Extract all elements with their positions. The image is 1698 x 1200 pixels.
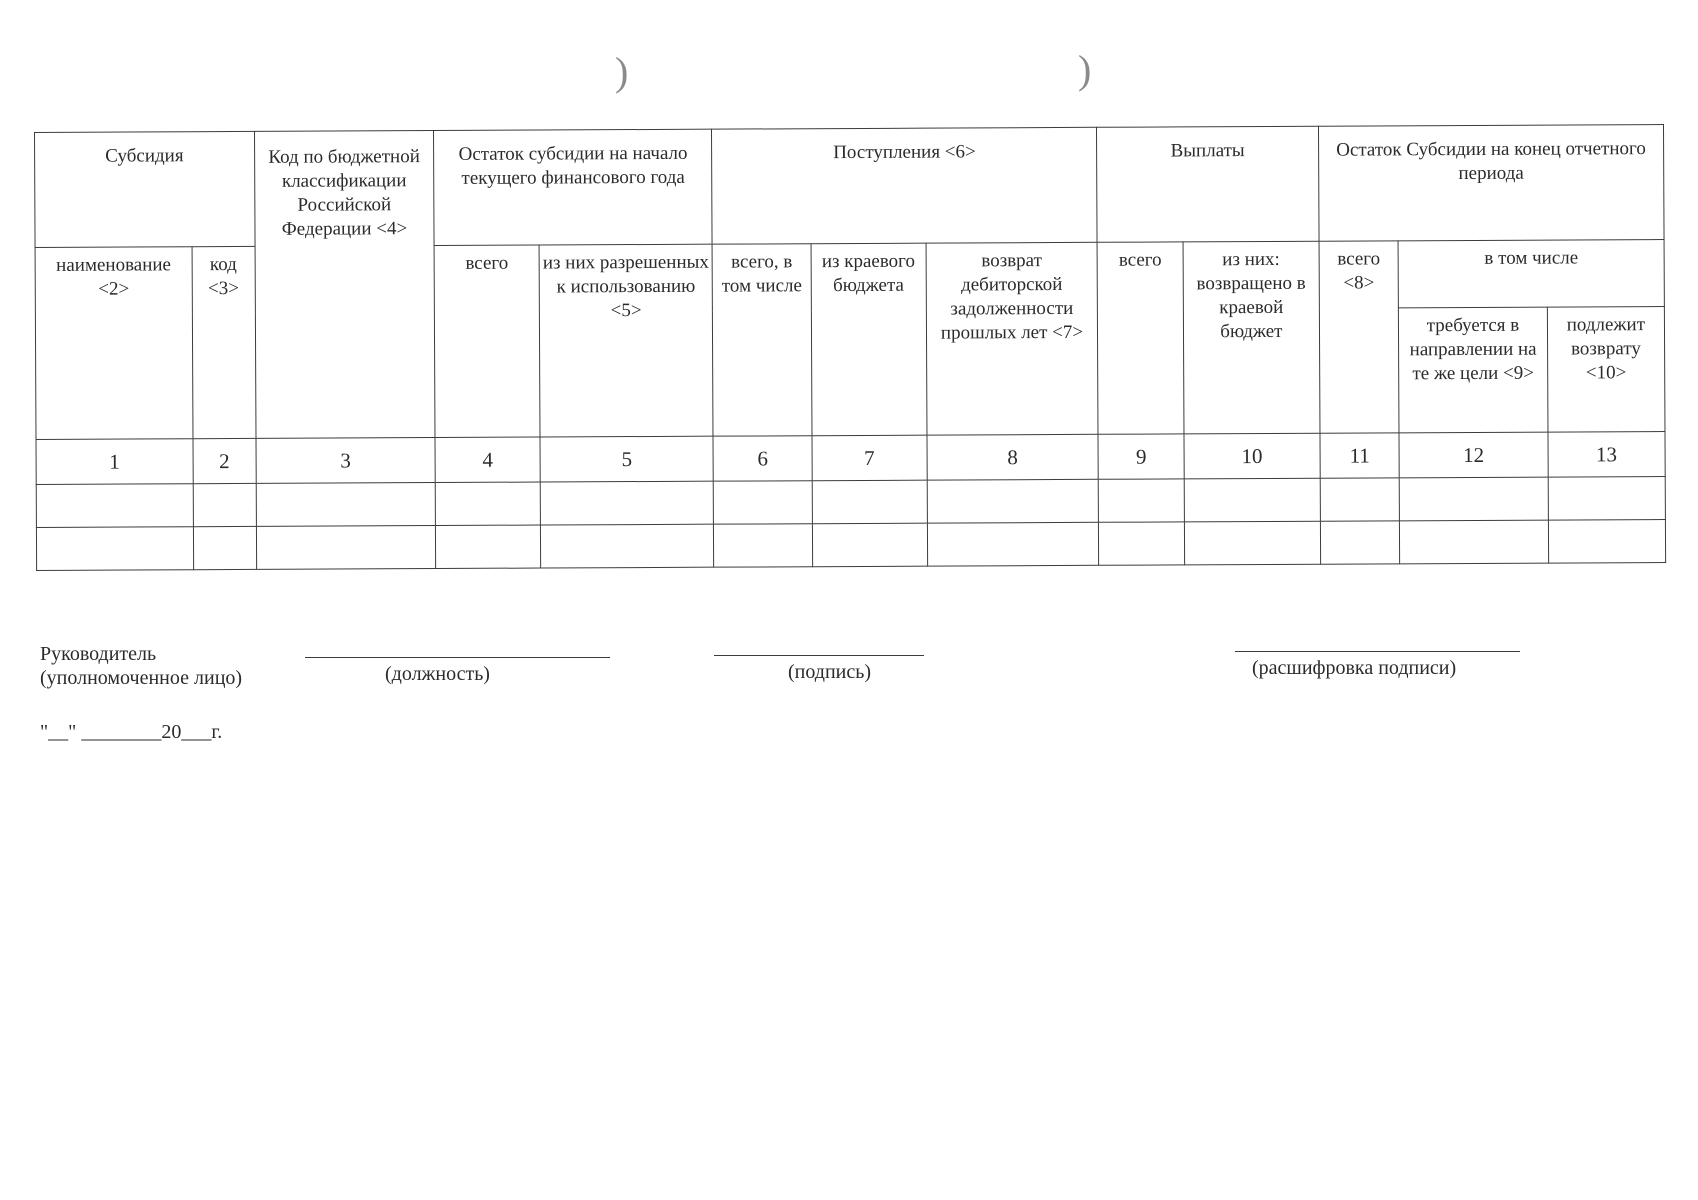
column-number: 11 <box>1320 433 1400 478</box>
table-cell <box>812 523 927 567</box>
table-cell <box>1184 521 1320 565</box>
column-number: 8 <box>927 434 1099 480</box>
table-cell <box>1400 520 1549 564</box>
column-number: 9 <box>1098 434 1184 479</box>
column-number: 3 <box>256 438 436 484</box>
column-number: 4 <box>435 437 540 483</box>
table-cell <box>436 482 541 526</box>
table-cell <box>927 479 1099 523</box>
column-number: 13 <box>1548 432 1665 478</box>
head-label: Руководитель <box>40 643 157 665</box>
table-cell <box>1400 477 1549 521</box>
table-cell <box>1099 522 1185 565</box>
column-number: 7 <box>812 435 927 481</box>
header-payments-returned: из них: возвращено в краевой бюджет <box>1183 241 1320 434</box>
table-cell <box>1320 521 1400 564</box>
signature-line <box>714 655 924 656</box>
table-cell <box>540 481 714 525</box>
header-balance-start: Остаток субсидии на начало текущего финансового года <box>434 129 713 245</box>
header-receipts-total: всего, в том числе <box>713 244 812 436</box>
scan-mark-right: ) <box>1078 47 1092 92</box>
table-cell <box>540 524 714 568</box>
header-balance-end: Остаток Субсидии на конец отчетного периода <box>1318 125 1664 242</box>
signature-caption: (подпись) <box>788 661 872 683</box>
header-budget-code: Код по бюджетной классификации Российской Федерации <4> <box>254 131 435 439</box>
header-row-1 <box>35 125 1665 248</box>
header-subsidy: Субсидия <box>35 131 255 247</box>
table-cell <box>193 526 256 569</box>
column-number: 5 <box>540 436 714 482</box>
subsidy-report-table <box>34 124 1666 571</box>
date-field: "__" ________20___г. <box>40 721 223 743</box>
table-cell <box>193 483 256 526</box>
table-cell <box>714 481 812 524</box>
header-balance-start-allowed: из них разрешенных к использованию <5> <box>539 244 713 437</box>
table-cell <box>714 524 812 567</box>
table-cell <box>927 522 1099 566</box>
column-numbers-row <box>36 432 1665 485</box>
header-payments: Выплаты <box>1097 126 1319 242</box>
table-cell <box>256 483 436 527</box>
table-cell <box>1098 479 1184 522</box>
table-cell <box>1184 478 1320 522</box>
header-receipts-receivables: возврат дебиторской задолженности прошлых лет <7> <box>926 242 1098 435</box>
position-line <box>305 657 610 658</box>
header-subsidy-name: наименование <2> <box>35 247 193 440</box>
signature-decoding-caption: (расшифровка подписи) <box>1252 657 1457 679</box>
authorized-person-label: (уполномоченное лицо) <box>40 667 243 689</box>
scan-mark-left: ) <box>615 49 629 94</box>
column-number: 6 <box>713 436 811 481</box>
table-cell <box>1548 477 1665 521</box>
header-payments-total: всего <box>1097 242 1184 434</box>
signature-decoding-line <box>1235 651 1520 652</box>
table-cell <box>36 527 193 571</box>
header-balance-end-total: всего <8> <box>1319 241 1399 433</box>
header-receipts-regional: из краевого бюджета <box>811 243 927 436</box>
column-number: 12 <box>1399 432 1548 478</box>
column-number: 1 <box>36 439 193 485</box>
header-balance-end-return: подлежит возврату <10> <box>1547 307 1665 433</box>
header-balance-start-total: всего <box>434 245 539 438</box>
header-subsidy-code: код <3> <box>192 246 256 438</box>
header-receipts: Поступления <6> <box>712 127 1097 244</box>
table-row <box>36 520 1665 571</box>
position-caption: (должность) <box>385 663 490 685</box>
table-cell <box>36 484 193 528</box>
column-number: 10 <box>1184 433 1320 479</box>
column-number: 2 <box>193 438 256 483</box>
table-cell <box>1320 478 1400 521</box>
header-balance-end-including: в том числе <box>1398 240 1664 308</box>
header-balance-end-required: требуется в направлении на те же цели <9> <box>1399 307 1548 433</box>
table-cell <box>812 480 927 524</box>
table-cell <box>1548 520 1665 564</box>
table-cell <box>256 526 436 570</box>
table-cell <box>436 525 541 569</box>
